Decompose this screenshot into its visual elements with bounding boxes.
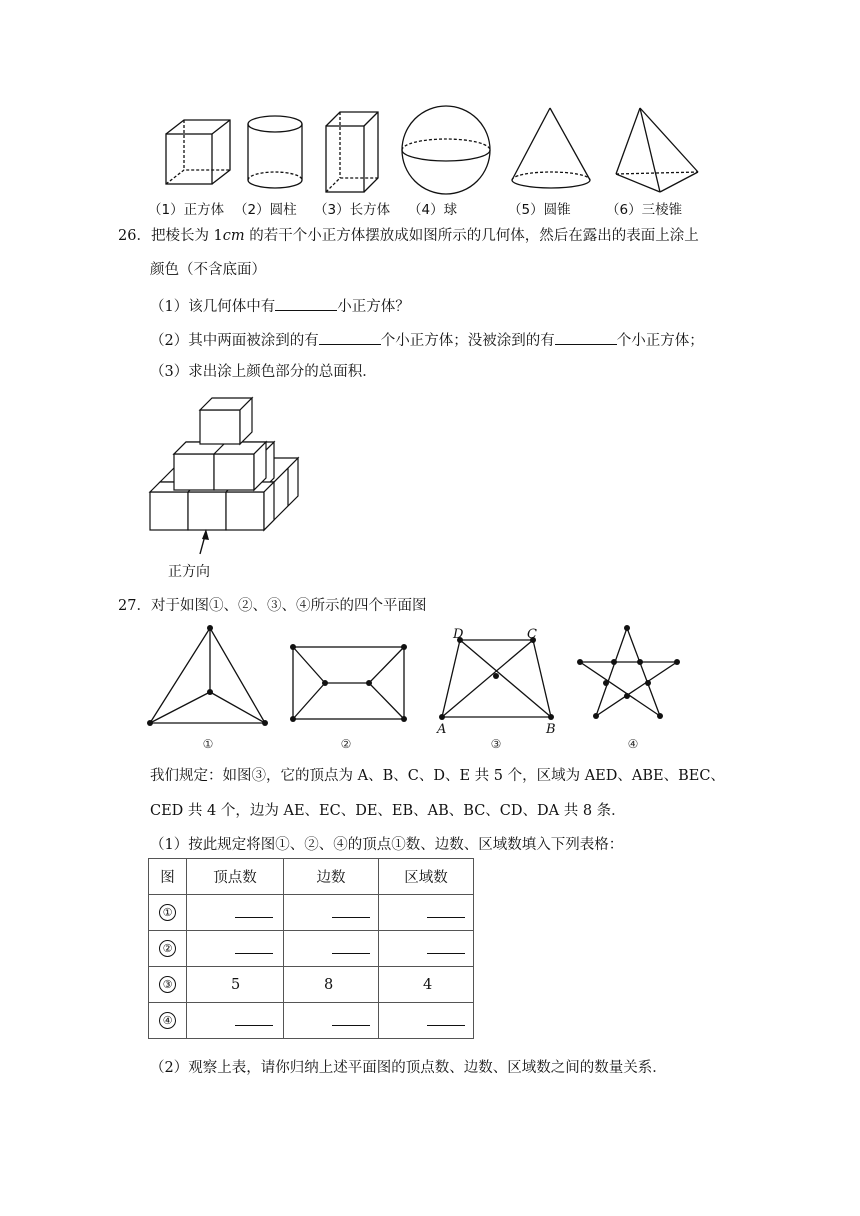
q26-sub1-a: （1）该几何体中有 bbox=[150, 299, 276, 315]
figure-1-label: ① bbox=[202, 737, 214, 751]
caption-pyramid: （6）三棱锥 bbox=[606, 202, 683, 218]
q26-stem-a: 把棱长为 1 bbox=[150, 228, 223, 244]
q26-unit: cm bbox=[222, 228, 245, 244]
figure-2-label: ② bbox=[340, 737, 352, 751]
header-vertices: 顶点数 bbox=[187, 859, 284, 895]
q26-sub2-b: 个小正方体；没被涂到的有 bbox=[380, 333, 555, 349]
cell-vertices: 5 bbox=[231, 976, 241, 993]
q26-stem-b: 的若干个小正方体摆放成如图所示的几何体，然后在露出的表面上涂上 bbox=[244, 228, 699, 244]
q27-sub1: （1）按此规定将图①、②、④的顶点①数、边数、区域数填入下列表格： bbox=[150, 837, 624, 853]
cone-shape bbox=[512, 108, 590, 188]
q26-sub2-a: （2）其中两面被涂到的有 bbox=[150, 333, 319, 349]
row-figure: ② bbox=[159, 940, 176, 957]
table-row bbox=[149, 1003, 474, 1039]
q26-sub1 bbox=[150, 295, 410, 317]
solids-figure bbox=[150, 100, 710, 200]
header-figure: 图 bbox=[149, 859, 187, 895]
row-figure: ③ bbox=[159, 976, 176, 993]
answer-blank[interactable] bbox=[555, 329, 617, 345]
figure-4-star bbox=[580, 628, 677, 716]
cell-edges: 8 bbox=[324, 976, 334, 993]
row-figure: ① bbox=[159, 904, 176, 921]
figure-4-label: ④ bbox=[627, 737, 639, 751]
vertex-label-a: A bbox=[437, 722, 447, 737]
q27-number: 27． bbox=[118, 598, 151, 614]
answer-blank[interactable] bbox=[235, 1011, 273, 1026]
vertex-label-d: D bbox=[453, 627, 464, 642]
answer-blank[interactable] bbox=[427, 939, 465, 954]
figure-1-triangle bbox=[150, 628, 265, 723]
cube-shape bbox=[166, 120, 230, 184]
q27-stem bbox=[118, 596, 426, 616]
figure-3-label: ③ bbox=[490, 737, 502, 751]
q26-sub2-c: 个小正方体； bbox=[616, 333, 704, 349]
cuboid-shape bbox=[326, 112, 378, 192]
header-edges: 边数 bbox=[284, 859, 379, 895]
answer-blank[interactable] bbox=[427, 1011, 465, 1026]
answer-blank[interactable] bbox=[427, 903, 465, 918]
q27-rule-line2: CED 共 4 个，边为 AE、EC、DE、EB、AB、BC、CD、DA 共 8 条． bbox=[150, 803, 626, 819]
vertex-label-b: B bbox=[546, 722, 556, 737]
q26-sub1-b: 小正方体？ bbox=[337, 299, 410, 315]
plane-figures bbox=[140, 620, 700, 735]
q27-sub2: （2）观察上表，请你归纳上述平面图的顶点数、边数、区域数之间的数量关系． bbox=[150, 1060, 667, 1076]
q27-rule-line1: 我们规定：如图③，它的顶点为 A、B、C、D、E 共 5 个，区域为 AED、ABE、BEC、 bbox=[150, 768, 725, 784]
answer-blank[interactable] bbox=[319, 329, 381, 345]
answer-blank[interactable] bbox=[332, 1011, 370, 1026]
cylinder-shape bbox=[248, 116, 302, 188]
header-regions: 区域数 bbox=[379, 859, 474, 895]
q26-number: 26． bbox=[118, 228, 151, 244]
answer-blank[interactable] bbox=[332, 903, 370, 918]
table-row bbox=[149, 931, 474, 967]
table-header-row bbox=[149, 859, 474, 895]
q27-stem-text: 对于如图①、②、③、④所示的四个平面图 bbox=[150, 598, 427, 614]
q26-stem-line1 bbox=[118, 226, 699, 246]
cell-regions: 4 bbox=[423, 976, 433, 993]
arrow-up-icon bbox=[200, 529, 209, 554]
caption-cuboid: （3）长方体 bbox=[314, 202, 391, 218]
answer-blank[interactable] bbox=[275, 295, 337, 311]
sphere-shape bbox=[402, 106, 490, 194]
row-figure: ④ bbox=[159, 1012, 176, 1029]
caption-sphere: （4）球 bbox=[408, 202, 458, 218]
figure-2-rectangle bbox=[293, 647, 404, 719]
pyramid-shape bbox=[616, 108, 698, 192]
table-row bbox=[149, 967, 474, 1003]
table-row bbox=[149, 895, 474, 931]
answer-blank[interactable] bbox=[235, 939, 273, 954]
front-direction-label: 正方向 bbox=[168, 564, 210, 580]
caption-cone: （5）圆锥 bbox=[508, 202, 571, 218]
q26-stem-line2: 颜色（不含底面） bbox=[150, 262, 266, 278]
answer-table bbox=[148, 858, 474, 1039]
caption-cylinder: （2）圆柱 bbox=[234, 202, 297, 218]
cube-pyramid-figure bbox=[140, 392, 305, 582]
answer-blank[interactable] bbox=[332, 939, 370, 954]
caption-cube: （1）正方体 bbox=[148, 202, 225, 218]
q26-sub3: （3）求出涂上颜色部分的总面积． bbox=[150, 364, 377, 380]
vertex-label-c: C bbox=[527, 627, 537, 642]
answer-blank[interactable] bbox=[235, 903, 273, 918]
q26-sub2 bbox=[150, 329, 704, 351]
